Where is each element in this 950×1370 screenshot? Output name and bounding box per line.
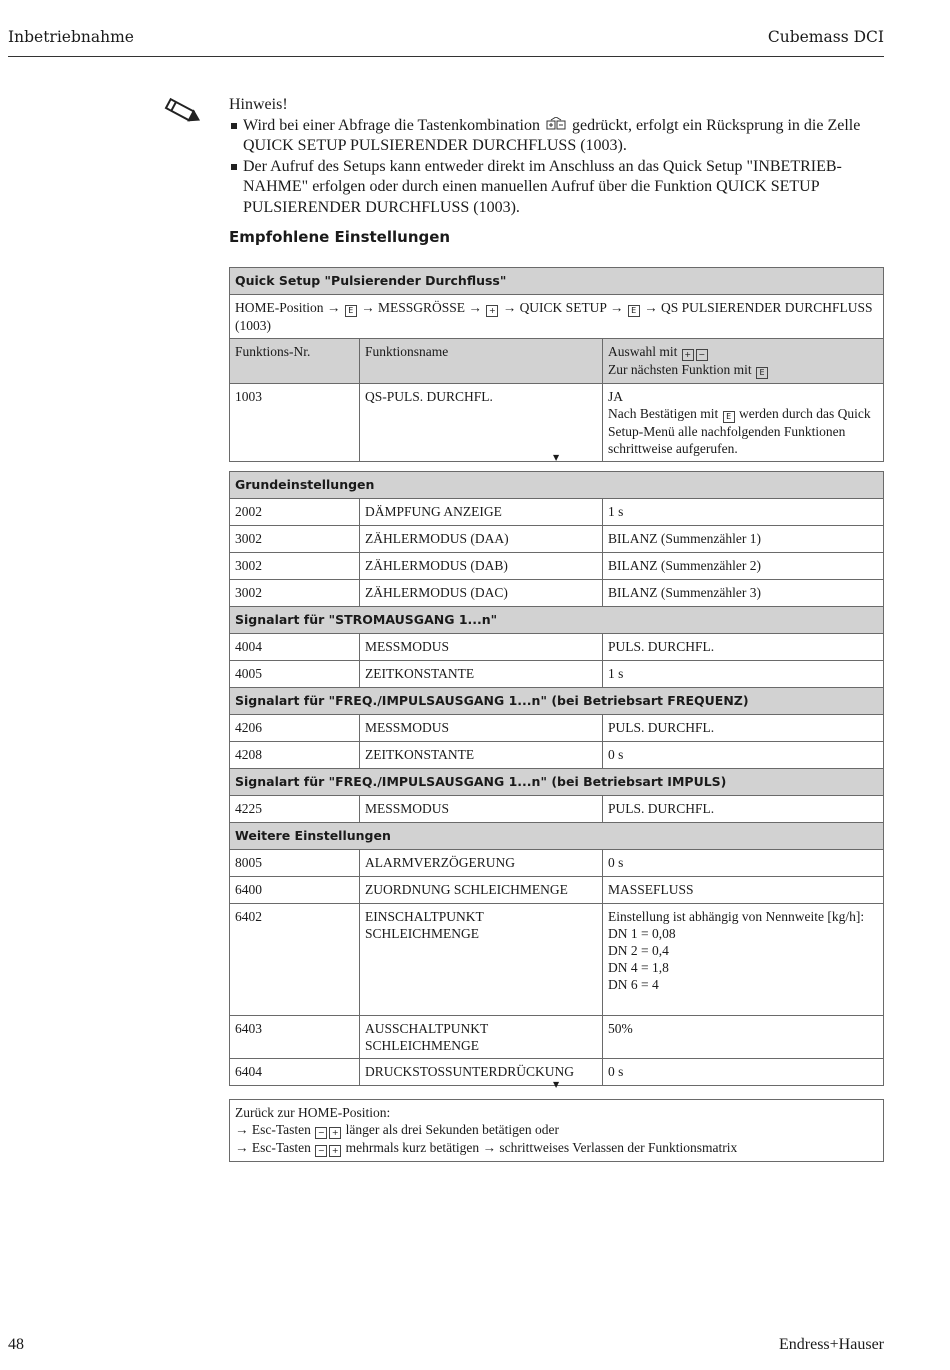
cell-nr: 4225 xyxy=(230,796,360,823)
cell-name: ZÄHLERMODUS (DAB) xyxy=(360,553,603,580)
back-line-1: Zurück zur HOME-Position: xyxy=(235,1105,391,1120)
cell-name: MESSMODUS xyxy=(360,715,603,742)
plus-minus-keys-icon xyxy=(546,117,566,131)
header-rule xyxy=(8,56,884,57)
cell-name: ZÄHLERMODUS (DAA) xyxy=(360,526,603,553)
cell-nr: 4005 xyxy=(230,661,360,688)
cell-nr: 4004 xyxy=(230,634,360,661)
cell-value: PULS. DURCHFL. xyxy=(603,796,884,823)
cell-nr: 4208 xyxy=(230,742,360,769)
cell-nr: 1003 xyxy=(230,384,360,462)
quick-setup-title: Quick Setup "Pulsierender Durchfluss" xyxy=(230,268,884,295)
cell-name: EINSCHALTPUNKT SCHLEICHMENGE xyxy=(360,904,603,1016)
section-header: Weitere Einstellungen xyxy=(230,823,884,850)
table-row xyxy=(230,742,884,769)
note-item-1: Wird bei einer Abfrage die Tastenkombination gedrückt, erfolgt ein Rücksprung in die Zelle QUICK SETUP PULSIERENDER DURCHFLUSS (1003). xyxy=(229,116,889,157)
cell-nr: 6400 xyxy=(230,877,360,904)
plus-key-icon: + xyxy=(329,1127,341,1139)
cell-value: 0 s xyxy=(603,742,884,769)
cell-selection: JA Nach Bestätigen mit E werden durch das Quick Setup-Menü alle nachfolgenden Funktionen schrittweise aufgerufen. xyxy=(603,384,884,462)
plus-key-icon: + xyxy=(486,305,498,317)
cell-value: 1 s xyxy=(603,499,884,526)
cell-name: ZUORDNUNG SCHLEICHMENGE xyxy=(360,877,603,904)
table-row xyxy=(230,877,884,904)
minus-key-icon: − xyxy=(315,1127,327,1139)
enter-key-icon: E xyxy=(756,367,768,379)
running-header-left: Inbetriebnahme xyxy=(8,28,134,46)
cell-name: ZEITKONSTANTE xyxy=(360,661,603,688)
table-row xyxy=(230,796,884,823)
table-row xyxy=(230,634,884,661)
cell-name: AUSSCHALTPUNKT SCHLEICHMENGE xyxy=(360,1016,603,1059)
cell-value: PULS. DURCHFL. xyxy=(603,715,884,742)
note-item-2: Der Aufruf des Setups kann entweder direkt im Anschluss an das Quick Setup "INBETRIEB-NAHME" erfolgen oder durch einen manuellen Aufruf über die Funktion QUICK SETUP PULSIERENDER DURCHFLUSS (1003). xyxy=(229,157,889,219)
minus-key-icon: − xyxy=(315,1145,327,1157)
enter-key-icon: E xyxy=(345,305,357,317)
cell-name: MESSMODUS xyxy=(360,796,603,823)
cell-value: 50% xyxy=(603,1016,884,1059)
cell-nr: 8005 xyxy=(230,850,360,877)
plus-key-icon: + xyxy=(329,1145,341,1157)
cell-nr: 3002 xyxy=(230,580,360,607)
table-row xyxy=(230,850,884,877)
table-row xyxy=(230,499,884,526)
flow-arrow-down: ▼ xyxy=(553,1080,560,1089)
col-header-nr: Funktions-Nr. xyxy=(230,339,360,384)
cell-value: 0 s xyxy=(603,850,884,877)
running-header-right: Cubemass DCI xyxy=(767,28,884,46)
cell-nr: 4206 xyxy=(230,715,360,742)
quick-setup-table xyxy=(229,267,884,462)
note-box xyxy=(229,95,889,218)
note-title: Hinweis! xyxy=(229,96,288,113)
navigation-path: HOME-Position → E → MESSGRÖSSE → + → QUICK SETUP → E → QS PULSIERENDER DURCHFLUSS (1003) xyxy=(230,295,884,339)
cell-nr: 6404 xyxy=(230,1059,360,1086)
cell-name: QS-PULS. DURCHFL. xyxy=(360,384,603,462)
cell-value: BILANZ (Summenzähler 1) xyxy=(603,526,884,553)
brand-footer: Endress+Hauser xyxy=(779,1336,884,1353)
cell-name: ZEITKONSTANTE xyxy=(360,742,603,769)
cell-name: DRUCKSTOSSUNTERDRÜCKUNG xyxy=(360,1059,603,1086)
section-header: Grundeinstellungen xyxy=(230,472,884,499)
section-subtitle: Empfohlene Einstellungen xyxy=(229,228,451,246)
section-header: Signalart für "FREQ./IMPULSAUSGANG 1...n" (bei Betriebsart FREQUENZ) xyxy=(230,688,884,715)
table-row xyxy=(230,661,884,688)
col-header-name: Funktionsname xyxy=(360,339,603,384)
cell-value: BILANZ (Summenzähler 3) xyxy=(603,580,884,607)
flow-arrow-down: ▼ xyxy=(553,453,560,462)
minus-key-icon: − xyxy=(696,349,708,361)
table-row xyxy=(230,580,884,607)
back-to-home-box xyxy=(229,1099,884,1162)
cell-nr: 2002 xyxy=(230,499,360,526)
cell-nr: 6402 xyxy=(230,904,360,1016)
cell-value: 0 s xyxy=(603,1059,884,1086)
table-row xyxy=(230,553,884,580)
enter-key-icon: E xyxy=(723,411,735,423)
cell-name: DÄMPFUNG ANZEIGE xyxy=(360,499,603,526)
cell-nr: 6403 xyxy=(230,1016,360,1059)
back-line-3: → Esc-Tasten − + mehrmals kurz betätigen → schrittweises Verlassen der Funktionsmatrix xyxy=(235,1140,738,1155)
settings-table xyxy=(229,471,884,1086)
section-header: Signalart für "FREQ./IMPULSAUSGANG 1...n" (bei Betriebsart IMPULS) xyxy=(230,769,884,796)
cell-nr: 3002 xyxy=(230,553,360,580)
cell-value: MASSEFLUSS xyxy=(603,877,884,904)
cell-name: MESSMODUS xyxy=(360,634,603,661)
cell-value: BILANZ (Summenzähler 2) xyxy=(603,553,884,580)
back-line-2: → Esc-Tasten − + länger als drei Sekunden betätigen oder xyxy=(235,1122,559,1137)
table-row xyxy=(230,715,884,742)
cell-value: 1 s xyxy=(603,661,884,688)
cell-value: PULS. DURCHFL. xyxy=(603,634,884,661)
section-header: Signalart für "STROMAUSGANG 1...n" xyxy=(230,607,884,634)
enter-key-icon: E xyxy=(628,305,640,317)
cell-name: ZÄHLERMODUS (DAC) xyxy=(360,580,603,607)
pencil-note-icon xyxy=(162,96,202,128)
table-row xyxy=(230,526,884,553)
cell-name: ALARMVERZÖGERUNG xyxy=(360,850,603,877)
col-header-selection: Auswahl mit + − Zur nächsten Funktion mit E xyxy=(603,339,884,384)
cell-value: Einstellung ist abhängig von Nennweite [kg/h]: DN 1 = 0,08 DN 2 = 0,4 DN 4 = 1,8 DN 6 = 4 xyxy=(603,904,884,1016)
page-number: 48 xyxy=(8,1336,24,1353)
plus-key-icon: + xyxy=(682,349,694,361)
cell-nr: 3002 xyxy=(230,526,360,553)
